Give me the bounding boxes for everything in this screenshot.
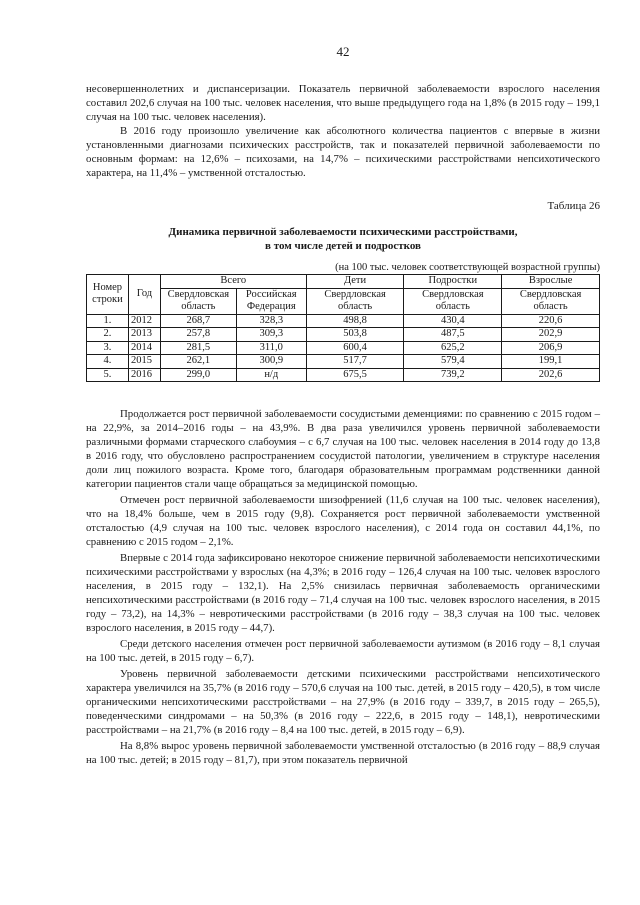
table-cell-teens: 579,4 [404, 355, 502, 369]
table-cell-teens: 487,5 [404, 328, 502, 342]
header-total: Всего [160, 275, 306, 289]
table-row [87, 314, 600, 328]
table-cell-adults: 220,6 [502, 314, 600, 328]
table-title-line: в том числе детей и подростков [265, 240, 421, 252]
header-year: Год [128, 275, 160, 315]
table-row [87, 328, 600, 342]
table-cell-adults: 206,9 [502, 341, 600, 355]
header-row-number: Номер строки [87, 275, 129, 315]
table-title-line: Динамика первичной заболеваемости психическими расстройствами, [168, 226, 518, 238]
table-cell-n: 2. [87, 328, 129, 342]
table-unit-note: (на 100 тыс. человек соответствующей возрастной группы) [335, 262, 600, 273]
table-cell-children: 600,4 [306, 341, 404, 355]
table-cell-children: 517,7 [306, 355, 404, 369]
table-cell-children: 498,8 [306, 314, 404, 328]
body-text [86, 407, 600, 769]
table-cell-total-rf: 309,3 [236, 328, 306, 342]
document-page [86, 0, 600, 905]
subheader-russia: Российская Федерация [236, 288, 306, 314]
table-row [87, 368, 600, 382]
subheader-sverdlovsk: Свердловская область [404, 288, 502, 314]
table-row [87, 355, 600, 369]
paragraph: В 2016 году произошло увеличение как абсолютного количества пациентов с впервые в жизни установленными диагнозами психических расстройств, так и показателей первичной заболеваемости по основным формам: на 12,6% – психозами, на 14,7% – психическими расстройствами непсихотического характера, на 11,4% – умственной отсталостью. [86, 125, 600, 179]
subheader-sverdlovsk: Свердловская область [502, 288, 600, 314]
paragraph: Отмечен рост первичной заболеваемости шизофренией (11,6 случая на 100 тыс. человек населения), что на 18,4% больше, чем в 2015 году (9,8). Сохраняется рост первичной заболеваемости умственной отсталостью (4,9 случая на 100 тыс. человек взрослого населения), с 2014 года он составил 44,1%, по сравнению с 2015 годом – 2,1%. [86, 494, 600, 548]
paragraph: несовершеннолетних и диспансеризации. Показатель первичной заболеваемости взрослого населения составил 202,6 случая на 100 тыс. человек населения, что выше предыдущего года на 1,8% (в 2015 году – 199,1 случая на 100 тыс. человек населения). [86, 83, 600, 123]
table-body [87, 314, 600, 382]
header-teens: Подростки [404, 275, 502, 289]
table-cell-n: 1. [87, 314, 129, 328]
table-cell-total-sverd: 299,0 [160, 368, 236, 382]
table-cell-year: 2015 [128, 355, 160, 369]
data-table [86, 274, 600, 382]
table-cell-teens: 430,4 [404, 314, 502, 328]
table-cell-total-rf: 300,9 [236, 355, 306, 369]
table-cell-children: 503,8 [306, 328, 404, 342]
paragraph: Среди детского населения отмечен рост первичной заболеваемости аутизмом (в 2016 году – 8,1 случая на 100 тыс. детей, в 2015 году – 6,7). [86, 638, 600, 664]
table-cell-adults: 199,1 [502, 355, 600, 369]
table-title [86, 225, 600, 253]
table-cell-teens: 625,2 [404, 341, 502, 355]
table-cell-year: 2014 [128, 341, 160, 355]
table-cell-year: 2016 [128, 368, 160, 382]
table-cell-adults: 202,6 [502, 368, 600, 382]
header-children: Дети [306, 275, 404, 289]
table-cell-n: 4. [87, 355, 129, 369]
table-cell-adults: 202,9 [502, 328, 600, 342]
table-label: Таблица 26 [547, 200, 600, 212]
table-cell-total-rf: 328,3 [236, 314, 306, 328]
table-cell-n: 3. [87, 341, 129, 355]
table-cell-total-sverd: 281,5 [160, 341, 236, 355]
table-cell-total-sverd: 268,7 [160, 314, 236, 328]
table-cell-teens: 739,2 [404, 368, 502, 382]
table-cell-total-sverd: 262,1 [160, 355, 236, 369]
header-adults: Взрослые [502, 275, 600, 289]
subheader-sverdlovsk: Свердловская область [306, 288, 404, 314]
table-cell-total-sverd: 257,8 [160, 328, 236, 342]
page-number: 42 [336, 44, 350, 59]
table-cell-n: 5. [87, 368, 129, 382]
table-cell-year: 2012 [128, 314, 160, 328]
table-cell-year: 2013 [128, 328, 160, 342]
paragraph: Продолжается рост первичной заболеваемости сосудистыми деменциями: по сравнению с 2015 годом – на 22,9%, за 2014–2016 годы – на 43,9%. В два раза увеличился уровень первичной заболеваемости различными формами старческого слабоумия – с 6,7 случая на 100 тыс. человек населения в 2014 году до 13,8 в 2016 году, что обусловлено распространением сосудистой патологии, увеличением в структуре населения доли лиц пожилого возраста. Кроме того, благодаря образовательным программам родственники данной категории пациентов стали чаще обращаться за медицинской помощью. [86, 408, 600, 490]
paragraph: Впервые с 2014 года зафиксировано некоторое снижение первичной заболеваемости непсихотическими психическими расстройствами у взрослых (на 4,3%; в 2016 году – 126,4 случая на 100 тыс. человек взрослого населения, в 2015 году – 132,1). На 2,5% снизилась первичная заболеваемость органическими непсихотическими расстройствами (в 2016 году – 71,4 случая на 100 тыс. человек взрослого населения, в 2015 году – 73,2), на 14,3% – невротическими расстройствами (в 2016 году – 38,3 случая на 100 тыс. человек взрослого населения, в 2015 году – 44,7). [86, 552, 600, 634]
table-cell-total-rf: 311,0 [236, 341, 306, 355]
table-cell-total-rf: н/д [236, 368, 306, 382]
table-row [87, 341, 600, 355]
subheader-sverdlovsk: Свердловская область [160, 288, 236, 314]
table-cell-children: 675,5 [306, 368, 404, 382]
paragraph: Уровень первичной заболеваемости детскими психическими расстройствами непсихотического характера увеличился на 35,7% (в 2016 году – 570,6 случая на 100 тыс. детей, в 2015 году – 420,5), в том числе органическими непсихотическими расстройствами – на 27,9% (в 2016 году – 339,7, в 2015 году – 265,5), поведенческими синдромами – на 50,3% (в 2016 году – 222,6, в 2015 году – 148,1), невротическими расстройствами – на 21,7% (в 2016 году – 8,4 на 100 тыс. детей, в 2015 году – 6,9). [86, 668, 600, 736]
paragraph: На 8,8% вырос уровень первичной заболеваемости умственной отсталостью (в 2016 году – 88,9 случая на 100 тыс. детей; в 2015 году – 81,7), при этом показатель первичной [86, 740, 600, 766]
